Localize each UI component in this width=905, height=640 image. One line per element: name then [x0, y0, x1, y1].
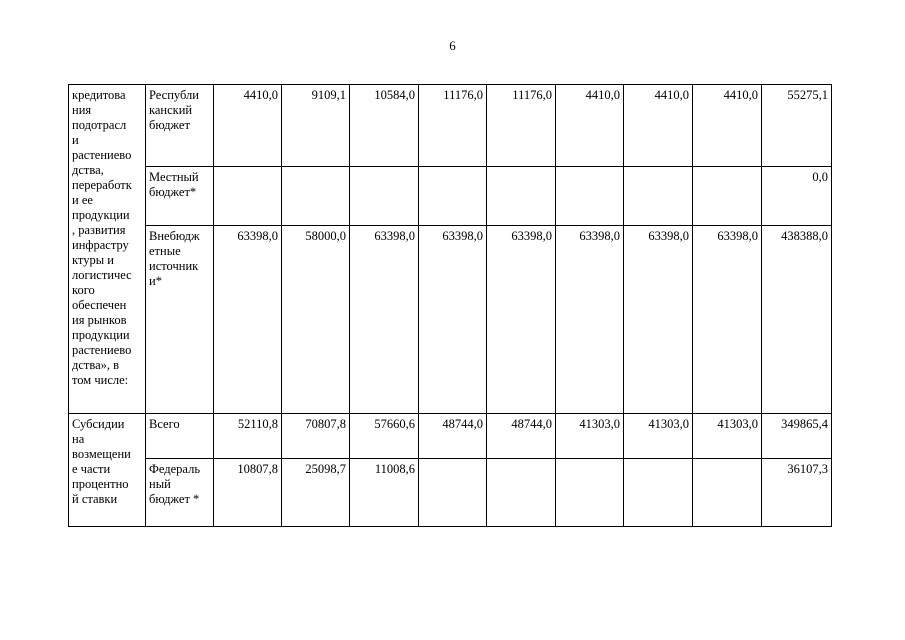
value-cell: 10807,8	[214, 459, 282, 527]
value-cell: 63398,0	[419, 226, 487, 414]
value-cell	[624, 167, 693, 226]
value-cell: 9109,1	[282, 85, 350, 167]
value-cell: 63398,0	[350, 226, 419, 414]
value-cell: 41303,0	[693, 414, 762, 459]
value-cell: 52110,8	[214, 414, 282, 459]
value-cell	[556, 459, 624, 527]
value-cell: 48744,0	[487, 414, 556, 459]
budget-table	[68, 84, 832, 527]
value-cell: 63398,0	[556, 226, 624, 414]
value-cell	[419, 167, 487, 226]
value-cell: 10584,0	[350, 85, 419, 167]
funding-source-cell: Республи канский бюджет	[146, 85, 214, 167]
funding-source-cell: Внебюдж етные источник и*	[146, 226, 214, 414]
value-cell: 4410,0	[693, 85, 762, 167]
table-row	[69, 226, 832, 414]
value-cell: 11176,0	[487, 85, 556, 167]
value-cell: 4410,0	[556, 85, 624, 167]
value-cell	[624, 459, 693, 527]
value-cell: 11008,6	[350, 459, 419, 527]
value-cell	[693, 167, 762, 226]
table-row	[69, 85, 832, 167]
value-cell: 48744,0	[419, 414, 487, 459]
table-row	[69, 459, 832, 527]
total-cell: 36107,3	[762, 459, 832, 527]
value-cell: 70807,8	[282, 414, 350, 459]
value-cell: 4410,0	[624, 85, 693, 167]
value-cell: 11176,0	[419, 85, 487, 167]
program-name-cell: Субсидии на возмещени е части процентно й ставки	[69, 414, 146, 527]
funding-source-cell: Местный бюджет*	[146, 167, 214, 226]
value-cell: 41303,0	[624, 414, 693, 459]
value-cell	[350, 167, 419, 226]
table-row	[69, 414, 832, 459]
value-cell: 63398,0	[624, 226, 693, 414]
funding-source-cell: Федераль ный бюджет *	[146, 459, 214, 527]
value-cell: 63398,0	[693, 226, 762, 414]
value-cell	[282, 167, 350, 226]
program-name-cell: кредитова ния подотрасл и растениево дства, переработк и ее продукции , развития инфрастру ктуры и логистичес кого обеспечен ия рынков продукции растениево дства», в том числе:	[69, 85, 146, 414]
value-cell	[487, 167, 556, 226]
value-cell	[419, 459, 487, 527]
page-number: 6	[449, 38, 456, 53]
funding-source-cell: Всего	[146, 414, 214, 459]
value-cell	[693, 459, 762, 527]
total-cell: 55275,1	[762, 85, 832, 167]
value-cell: 63398,0	[487, 226, 556, 414]
value-cell	[556, 167, 624, 226]
value-cell: 58000,0	[282, 226, 350, 414]
value-cell: 25098,7	[282, 459, 350, 527]
table-row	[69, 167, 832, 226]
value-cell	[214, 167, 282, 226]
value-cell: 57660,6	[350, 414, 419, 459]
value-cell: 41303,0	[556, 414, 624, 459]
value-cell: 63398,0	[214, 226, 282, 414]
total-cell: 0,0	[762, 167, 832, 226]
value-cell: 4410,0	[214, 85, 282, 167]
total-cell: 349865,4	[762, 414, 832, 459]
total-cell: 438388,0	[762, 226, 832, 414]
value-cell	[487, 459, 556, 527]
